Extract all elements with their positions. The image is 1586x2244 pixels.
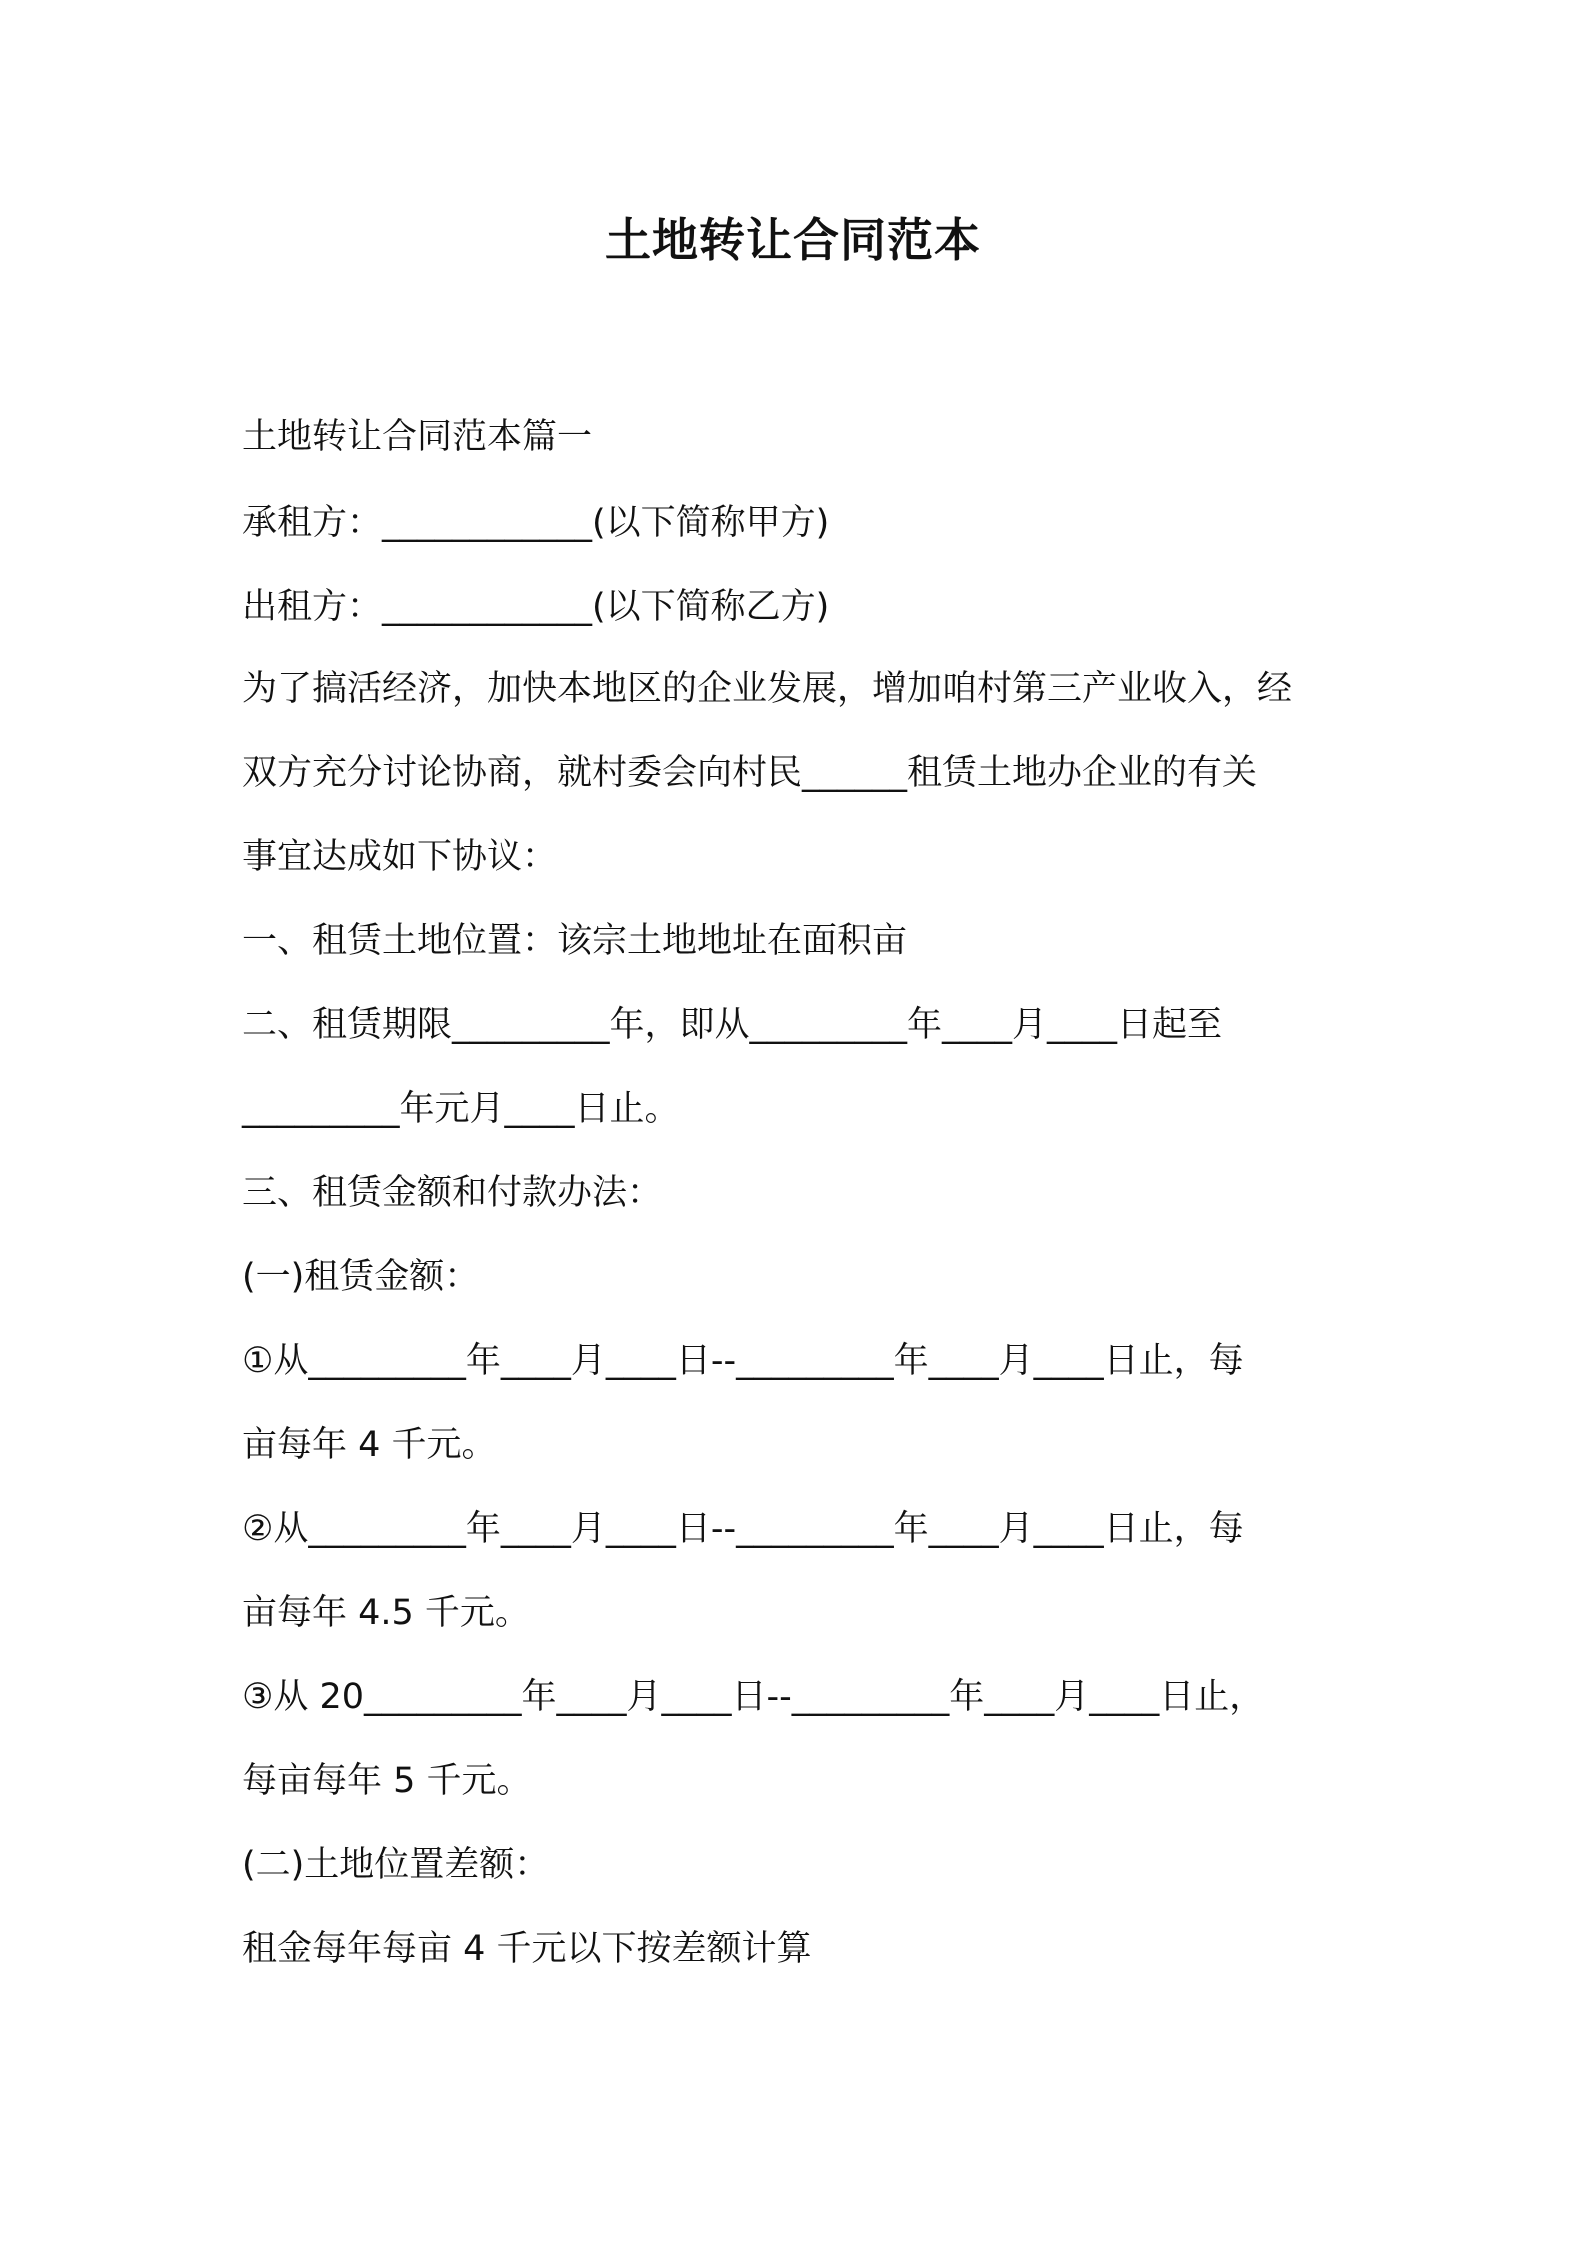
amount-item-3: ③从 20_________年____月____日--_________年____月____日止，	[242, 1677, 1265, 1717]
paragraph-line: 为了搞活经济，加快本地区的企业发展，增加咱村第三产业收入，经	[242, 669, 1293, 709]
clause-term-continued: _________年元月____日止。	[242, 1089, 680, 1129]
clause-payment: 三、租赁金额和付款办法：	[242, 1173, 663, 1213]
rent-difference-line: 租金每年每亩 4 千元以下按差额计算	[242, 1929, 812, 1969]
amount-item-1-continued: 亩每年 4 千元。	[242, 1425, 497, 1465]
clause-term: 二、租赁期限_________年，即从_________年____月____日起至	[242, 1005, 1223, 1045]
amount-item-2: ②从_________年____月____日--_________年____月____日止，每	[242, 1509, 1244, 1549]
lessee-line: 承租方：____________(以下简称甲方)	[242, 503, 830, 543]
document-title: 土地转让合同范本	[605, 213, 981, 267]
amount-item-1: ①从_________年____月____日--_________年____月____日止，每	[242, 1341, 1244, 1381]
clause-location: 一、租赁土地位置：该宗土地地址在面积亩	[242, 921, 908, 961]
amount-item-3-continued: 每亩每年 5 千元。	[242, 1761, 532, 1801]
section-heading: 土地转让合同范本篇一	[242, 417, 593, 457]
subclause-location-difference: (二)土地位置差额：	[242, 1845, 550, 1885]
paragraph-line: 事宜达成如下协议：	[242, 837, 558, 877]
paragraph-line: 双方充分讨论协商，就村委会向村民______租赁土地办企业的有关	[242, 753, 1258, 793]
lessor-line: 出租方：____________(以下简称乙方)	[242, 587, 830, 627]
amount-item-2-continued: 亩每年 4.5 千元。	[242, 1593, 530, 1633]
subclause-amount: (一)租赁金额：	[242, 1257, 480, 1297]
